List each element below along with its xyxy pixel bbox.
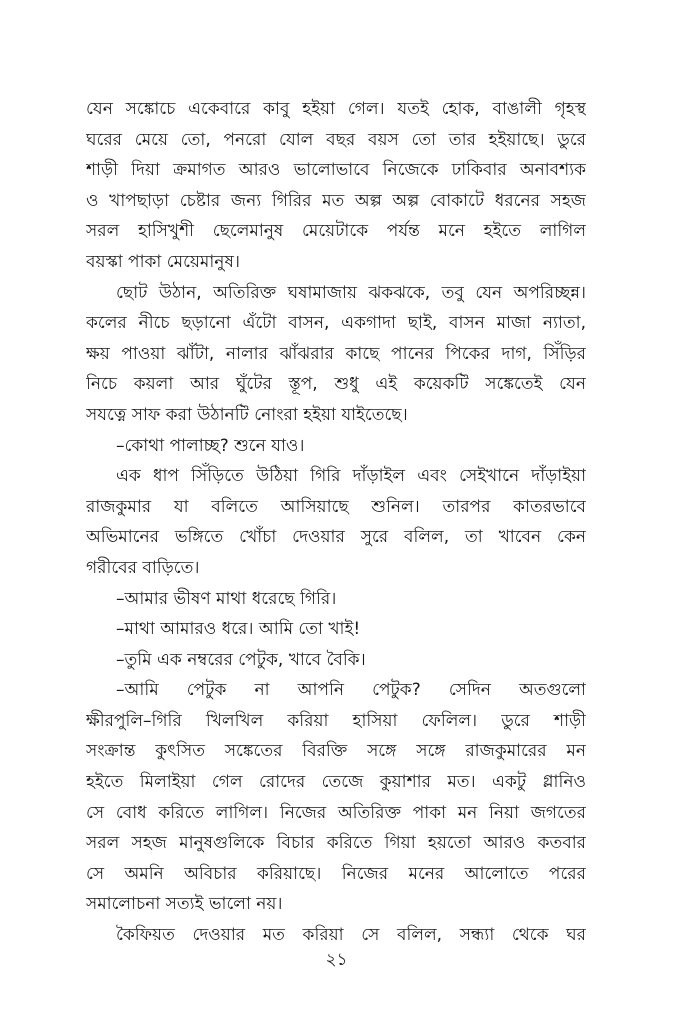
text-line: গরীবের বাড়িতে। [86, 557, 200, 578]
text-line: ঘরের মেয়ে তো, পনরো যোল বছর বয়স তো তার হইয়াছে। ডুরে [86, 129, 586, 150]
page-number: ২১ [325, 950, 348, 970]
text-line: নিচে কয়লা আর ঘুঁটের স্তূপ, শুধু এই কয়েকটি সঙ্কেতেই যেন [86, 374, 586, 395]
text-line: সরল সহজ মানুষগুলিকে বিচার করিতে গিয়া হয়তো আরও কতবার [86, 833, 586, 854]
text-line: যেন সঙ্কোচে একেবারে কাবু হইয়া গেল। যতই হোক, বাঙালী গৃহস্থ [86, 99, 586, 119]
text-line: –মাথা আমারও ধরে। আমি তো খাই! [116, 619, 361, 640]
text-line: –আমি পেটুক না আপনি পেটুক? সেদিন অতগুলো [116, 680, 586, 701]
text-line: –তুমি এক নম্বরের পেটুক, খাবে বৈকি। [116, 649, 366, 670]
text-line: –আমার ভীষণ মাথা ধরেছে গিরি। [116, 588, 337, 609]
text-line: ছোট উঠান, অতিরিক্ত ঘষামাজায় ঝকঝকে, তবু যেন অপরিচ্ছন্ন। [116, 282, 586, 303]
text-line: অভিমানের ভঙ্গিতে খোঁচা দেওয়ার সুরে বলিল, তা খাবেন কেন [86, 527, 586, 548]
text-line: রাজকুমার যা বলিতে আসিয়াছে শুনিল। তারপর কাতরভাবে [86, 496, 586, 517]
text-line: সে অমনি অবিচার করিয়াছে। নিজের মনের আলোতে পরের [86, 863, 586, 884]
text-line: কৈফিয়ত দেওয়ার মত করিয়া সে বলিল, সন্ধ্যা থেকে ঘর [116, 925, 586, 946]
text-line: শাড়ী দিয়া ক্রমাগত আরও ভালোভাবে নিজেকে ঢাকিবার অনাবশ্যক [86, 160, 586, 181]
text-line: সে বোধ করিতে লাগিল। নিজের অতিরিক্ত পাকা মন নিয়া জগতের [86, 802, 586, 823]
text-line: সংক্রান্ত কুৎসিত সঙ্কেতের বিরক্তি সঙ্গে সঙ্গে রাজকুমারের মন [86, 741, 586, 762]
text-line: ও খাপছাড়া চেষ্টার জন্য গিরির মত অল্প অল্প বোকাটে ধরনের সহজ [86, 190, 586, 211]
text-line: সযত্নে সাফ করা উঠানটি নোংরা হইয়া যাইতেছে। [86, 404, 408, 425]
text-line: হইতে মিলাইয়া গেল রোদের তেজে কুয়াশার মত। একটু গ্লানিও [86, 772, 586, 793]
text-line: এক ধাপ সিঁড়িতে উঠিয়া গিরি দাঁড়াইল এবং সেইখানে দাঁড়াইয়া [116, 466, 586, 487]
text-line: সরল হাসিখুশী ছেলেমানুষ মেয়েটাকে পর্যন্ত মনে হইতে লাগিল [86, 221, 586, 242]
text-line: বয়স্কা পাকা মেয়েমানুষ। [86, 251, 240, 272]
text-line: ক্ষীরপুলি–গিরি খিলখিল করিয়া হাসিয়া ফেলিল। ডুরে শাড়ী [86, 710, 586, 731]
text-line: ক্ষয় পাওয়া ঝাঁটা, নালার ঝাঁঝরার কাছে পানের পিকের দাগ, সিঁড়ির [86, 343, 586, 364]
text-line: সমালোচনা সত্যই ভালো নয়। [86, 894, 283, 915]
text-line: –কোথা পালাচ্ছ? শুনে যাও। [116, 435, 305, 456]
body-text [86, 94, 586, 951]
text-line: কলের নীচে ছড়ানো এঁটো বাসন, একগাদা ছাই, বাসন মাজা ন্যাতা, [86, 313, 586, 334]
